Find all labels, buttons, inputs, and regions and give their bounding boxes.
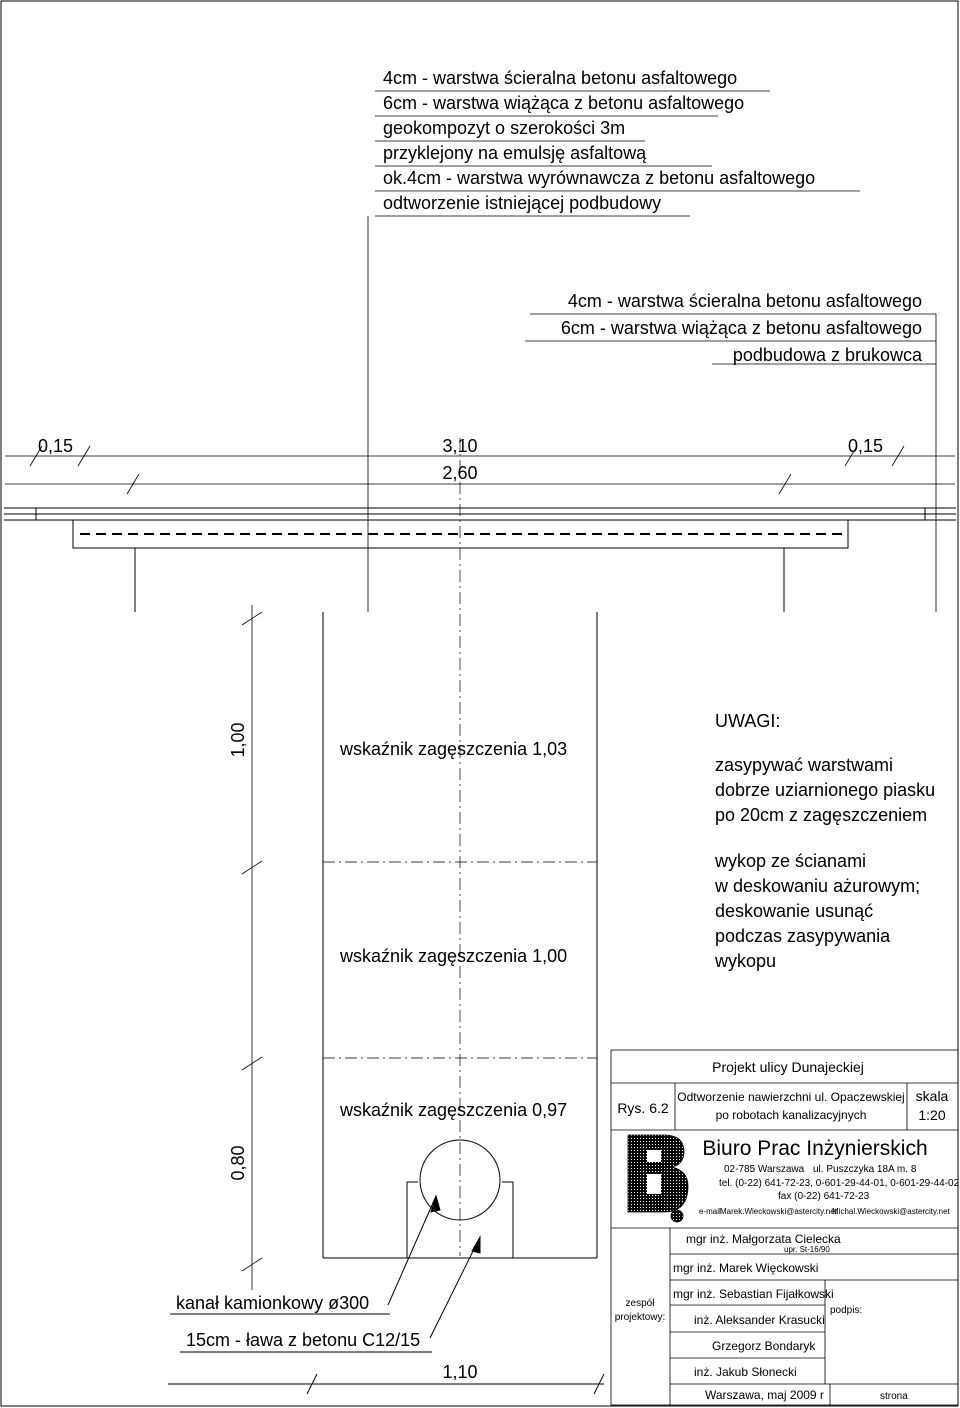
designer-1: mgr inż. Małgorzata Cielecka [686, 1232, 841, 1246]
email-1: Marek.Wieckowski@astercity.net [720, 1207, 837, 1216]
drawing-number: Rys. 6.2 [617, 1100, 669, 1116]
notes-title: UWAGI: [715, 711, 781, 731]
layer-top-5: ok.4cm - warstwa wyrównawcza z betonu asfaltowego [383, 168, 816, 188]
dim-right-offset: 0,15 [848, 436, 884, 456]
email-label: e-mail [699, 1207, 721, 1216]
team-member-3: Grzegorz Bondaryk [712, 1339, 816, 1353]
team-member-4: inż. Jakub Słonecki [694, 1365, 797, 1379]
note-2-line-5: wykopu [715, 951, 777, 971]
vertical-dimensions [242, 605, 262, 1290]
layer-top-3: geokompozyt o szerokości 3m [383, 118, 626, 138]
notes-group [714, 711, 935, 971]
date-line: Warszawa, maj 2009 r [705, 1388, 824, 1402]
dim-bottom-width: 1,10 [442, 1362, 478, 1382]
address-city: 02-785 Warszawa [724, 1164, 805, 1175]
layer-top-6: odtworzenie istniejącej podbudowy [383, 193, 662, 213]
scale-value: 1:20 [918, 1107, 946, 1123]
dim-trench-width: 2,60 [442, 463, 478, 483]
dim-depth-lower: 0,80 [228, 1145, 248, 1181]
note-1-line-1: zasypywać warstwami [715, 755, 894, 775]
pavement-layers [4, 508, 956, 612]
dim-total-width: 3,10 [442, 436, 478, 456]
layer-right-3: podbudowa z brukowca [732, 345, 922, 365]
horizontal-dimensions [5, 446, 955, 494]
compaction-label-2: wskaźnik zagęszczenia 1,00 [340, 946, 568, 966]
scale-label: skala [915, 1088, 949, 1104]
layer-right-1: 4cm - warstwa ścieralna betonu asfaltowego [567, 291, 922, 311]
note-2-line-3: deskowanie usunąć [715, 901, 874, 921]
layer-top-1: 4cm - warstwa ścieralna betonu asfaltowego [383, 68, 738, 88]
company-logo [628, 1135, 688, 1222]
note-1-line-2: dobrze uziarnionego piasku [715, 780, 936, 800]
project-title: Projekt ulicy Dunajeckiej [712, 1059, 864, 1075]
layer-top-2: 6cm - warstwa wiążąca z betonu asfaltowego [383, 93, 745, 113]
address-street: ul. Puszczyka 18A m. 8 [813, 1164, 917, 1175]
note-2-line-2: w deskowaniu ażurowym; [715, 876, 921, 896]
signature-label: podpis: [830, 1305, 863, 1316]
dim-left-offset: 0,15 [38, 436, 74, 456]
layers-top-group [368, 68, 860, 612]
note-2-line-4: podczas zasypywania [715, 926, 891, 946]
layer-right-2: 6cm - warstwa wiążąca z betonu asfaltowego [560, 318, 922, 338]
note-2-line-1: wykop ze ścianami [715, 851, 867, 871]
pipe-label: kanał kamionkowy ø300 [176, 1293, 370, 1313]
layer-top-4: przyklejony na emulsję asfaltową [383, 143, 647, 163]
designer-1-license: upr. St-16/90 [784, 1245, 830, 1254]
compaction-label-3: wskaźnik zagęszczenia 0,97 [340, 1100, 568, 1120]
team-member-1: mgr inż. Sebastian Fijałkowski [673, 1287, 834, 1301]
team-label-1: zespół [625, 1298, 655, 1309]
designer-2: mgr inż. Marek Więckowski [673, 1261, 819, 1275]
email-2: Michal.Wieckowski@astercity.net [832, 1207, 950, 1216]
company-name: Biuro Prac Inżynierskich [702, 1137, 928, 1160]
phone-line: tel. (0-22) 641-72-23, 0-601-29-44-01, 0-601-29-44-02 [719, 1178, 960, 1189]
team-label-2: projektowy: [614, 1312, 666, 1323]
drawing-title-2: po robotach kanalizacyjnych [715, 1108, 867, 1122]
page-label: strona [880, 1391, 908, 1402]
drawing-title-1: Odtworzenie nawierzchni ul. Opaczewskiej [677, 1090, 905, 1104]
compaction-label-1: wskaźnik zagęszczenia 1,03 [340, 739, 568, 759]
fax-line: fax (0-22) 641-72-23 [778, 1191, 870, 1202]
bed-label: 15cm - ława z betonu C12/15 [186, 1330, 421, 1350]
team-member-2: inż. Aleksander Krasucki [694, 1313, 825, 1327]
trench [323, 438, 597, 1258]
dim-depth-upper: 1,00 [228, 722, 248, 758]
note-1-line-3: po 20cm z zagęszczeniem [715, 805, 928, 825]
